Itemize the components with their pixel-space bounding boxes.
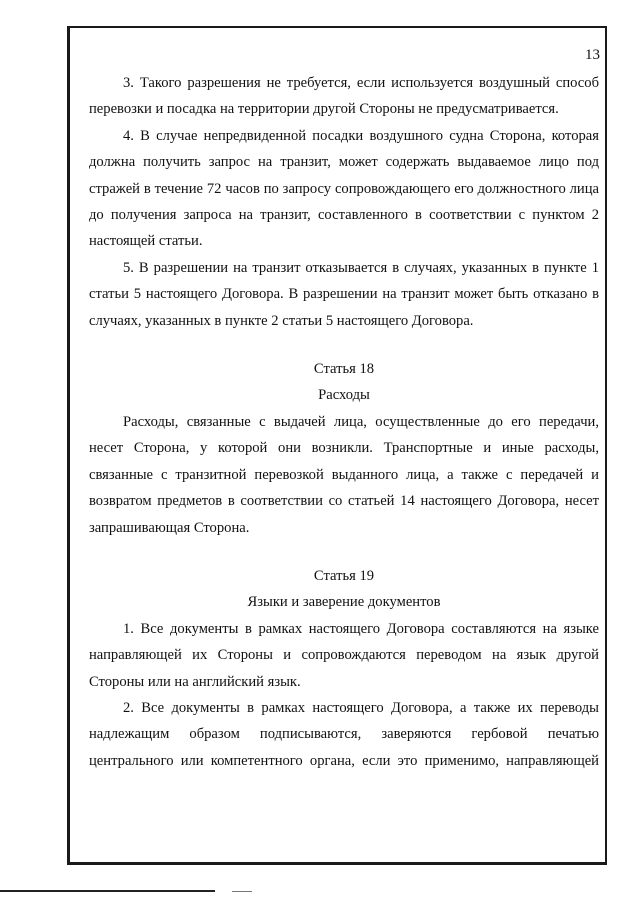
section-spacer <box>89 334 599 356</box>
paragraph-transit-3: 3. Такого разрешения не требуется, если используется воздушный способ перевозки и посадка на территории другой Стороны не предусматривается. <box>89 75 599 118</box>
scan-edge-line <box>0 890 215 892</box>
article-19-number: Статья 19 <box>313 567 375 584</box>
article-19-title: Языки и заверение документов <box>247 594 441 611</box>
article-19-paragraph-1: 1. Все документы в рамках настоящего Договора составляются на языке направляющей их Стороны и сопровождаются переводом на язык другой Стороны или на английский язык. <box>89 620 599 690</box>
paragraph-transit-4: 4. В случае непредвиденной посадки воздушного судна Сторона, которая должна получить запрос на транзит, может содержать выдаваемое лицо под стражей в течение 72 часов по запросу сопровождающего его должностного лица до получения запроса на транзит, составленного в соответствии с пунктом 2 настоящей статьи. <box>89 127 599 250</box>
page-number: 13 <box>585 47 600 63</box>
section-spacer <box>89 541 599 563</box>
paragraph-transit-5: 5. В разрешении на транзит отказывается в случаях, указанных в пункте 1 статьи 5 настоящего Договора. В разрешении на транзит может быть отказано в случаях, указанных в пункте 2 статьи 5 настоящего Договора. <box>89 259 599 329</box>
scan-edge-mark <box>232 891 252 892</box>
article-18-title: Расходы <box>318 387 370 404</box>
document-body <box>89 70 599 774</box>
article-18-text: Расходы, связанные с выдачей лица, осуществленные до его передачи, несет Сторона, у которой они возникли. Транспортные и иные расходы, связанные с транзитной перевозкой выданного лица, а также с передачей и возвратом предметов в соответствии со статьей 14 настоящего Договора, несет запрашивающая Сторона. <box>89 413 599 536</box>
article-18-number: Статья 18 <box>313 361 375 378</box>
article-19-paragraph-2: 2. Все документы в рамках настоящего Договора, а также их переводы надлежащим образом подписываются, заверяются гербовой печатью центрального или компетентного органа, если это применимо, направляющей <box>89 699 599 769</box>
